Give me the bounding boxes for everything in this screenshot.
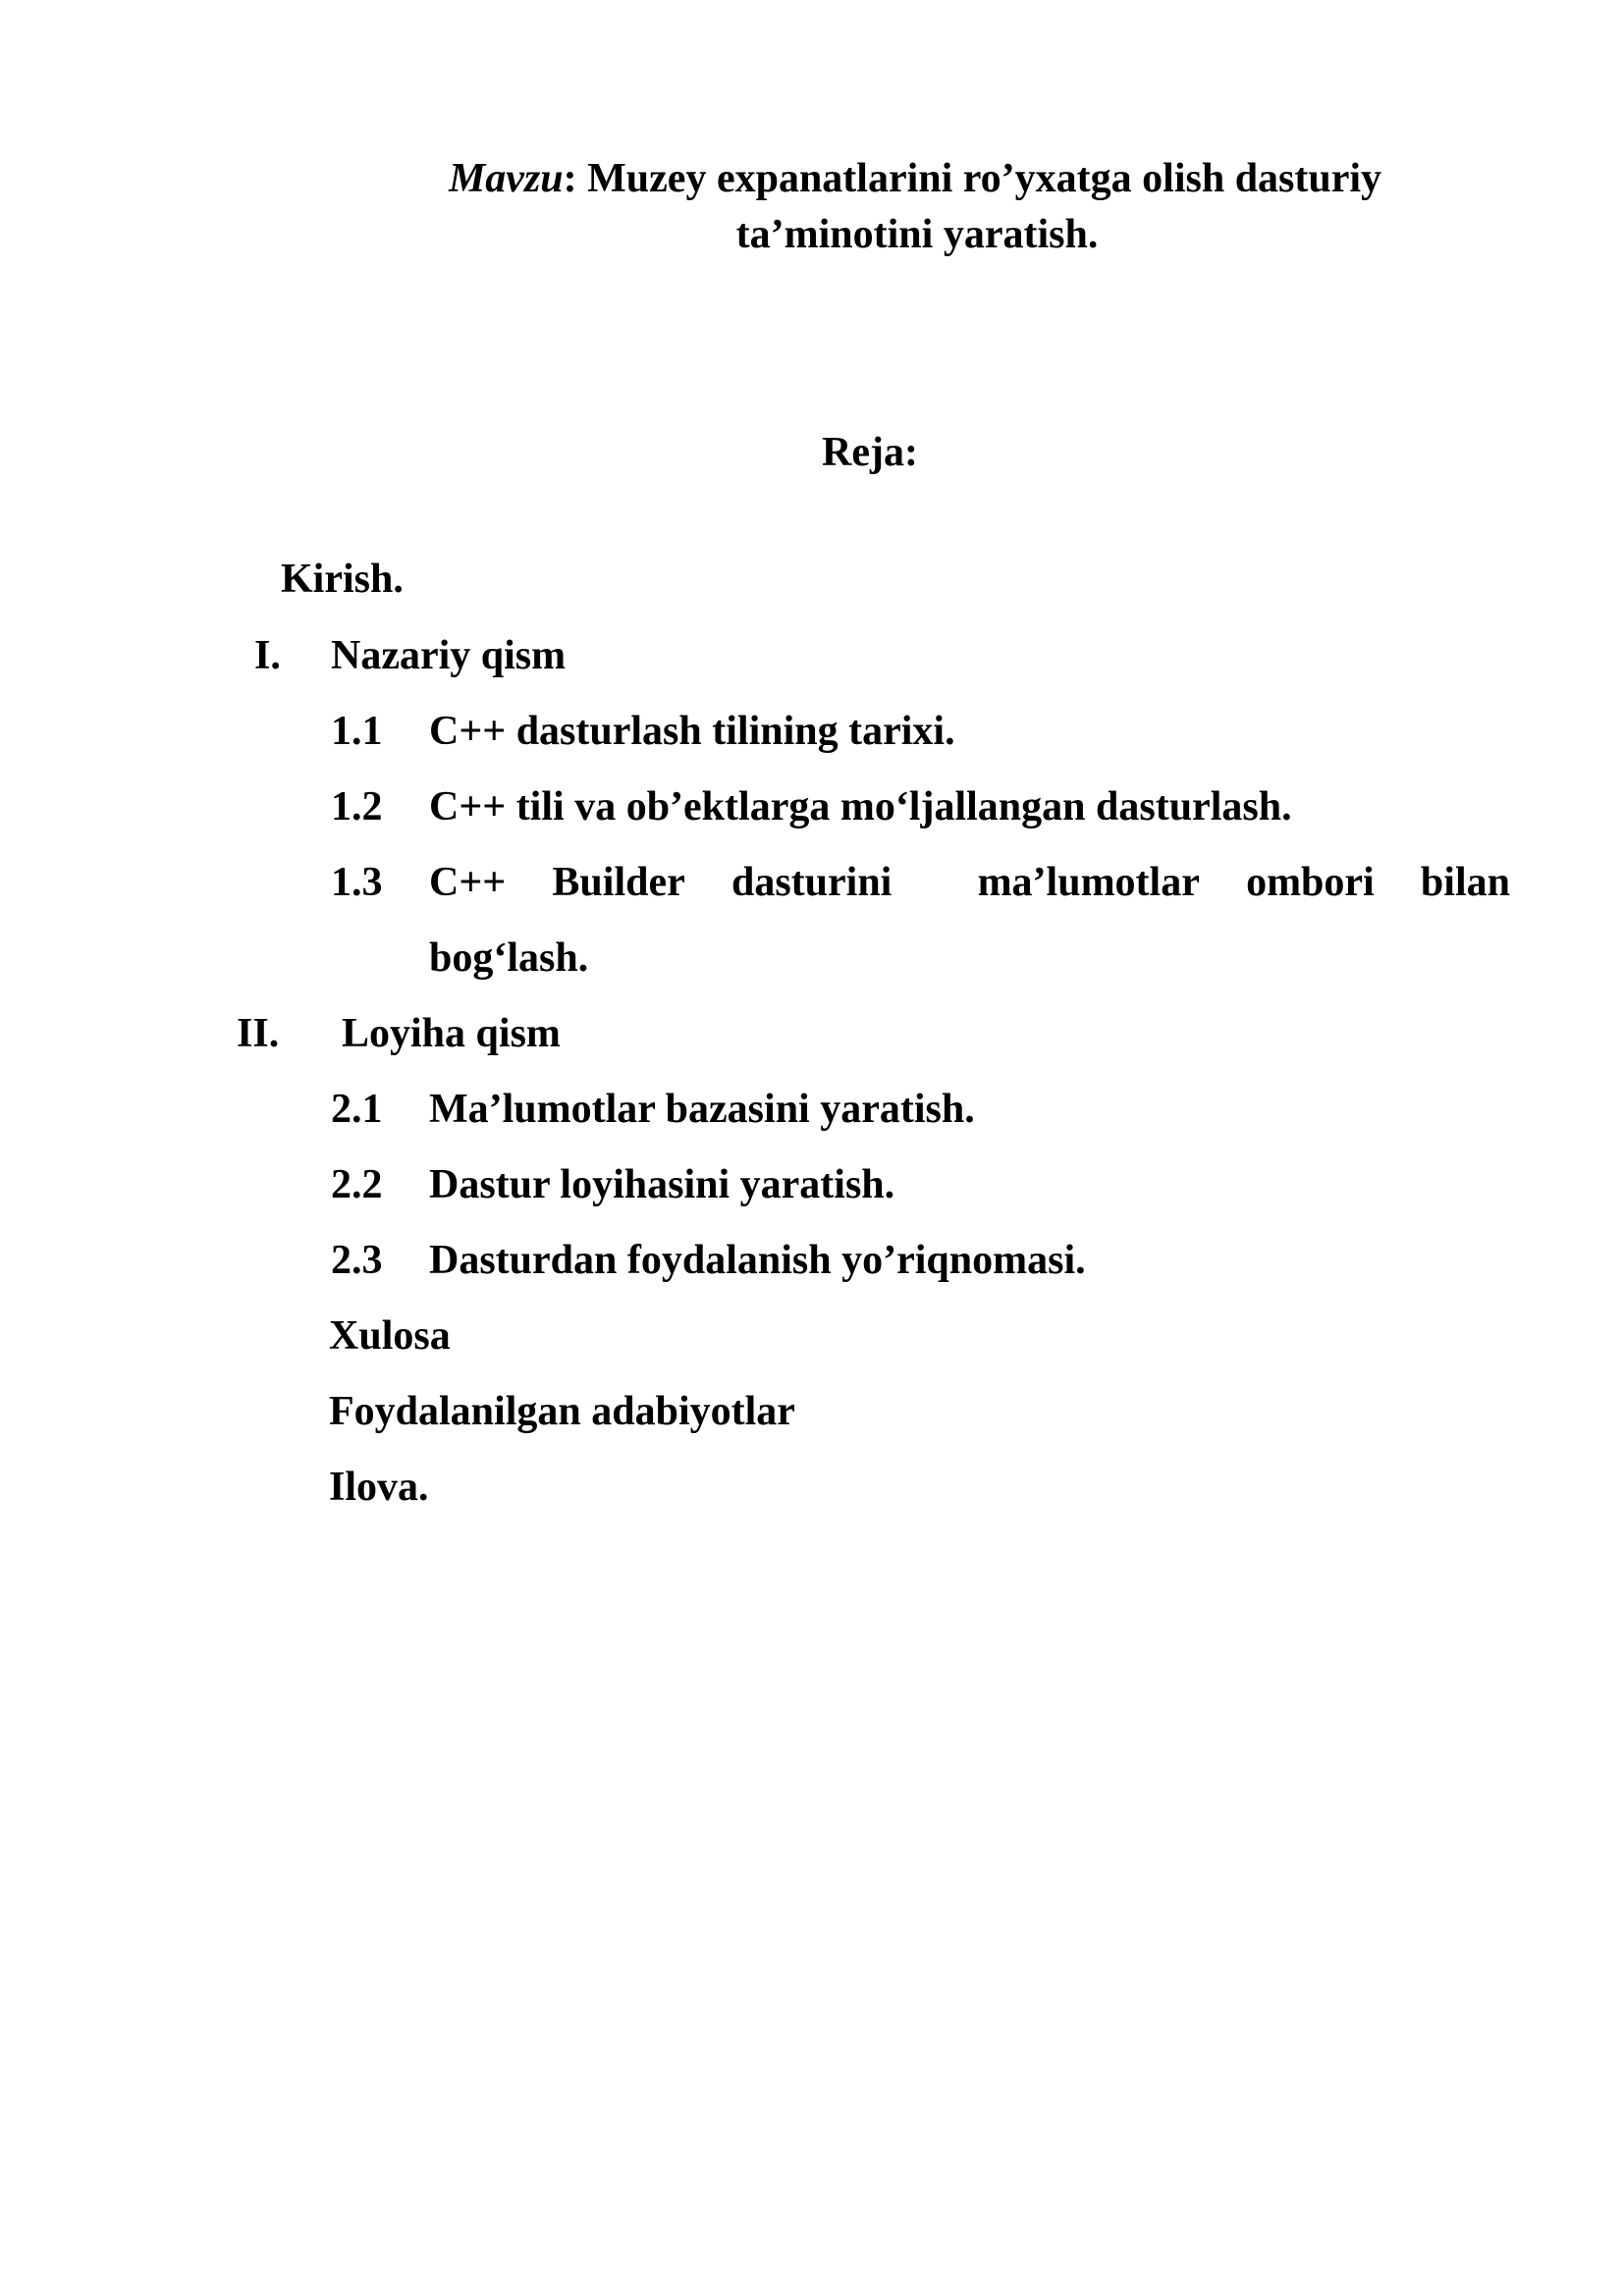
item-1-1-text: C++ dasturlash tilining tarixi. bbox=[429, 709, 955, 754]
outline-conclusion: Xulosa bbox=[329, 1313, 451, 1359]
item-1-1-number: 1.1 bbox=[331, 709, 383, 754]
item-2-1-number: 2.1 bbox=[331, 1087, 383, 1132]
item-1-3-continuation: bog‘lash. bbox=[429, 935, 589, 981]
topic-label: Mavzu bbox=[448, 156, 564, 201]
item-1-2-number: 1.2 bbox=[331, 784, 383, 829]
item-1-2-text: C++ tili va ob’ektlarga mo‘ljallangan dasturlash. bbox=[429, 784, 1292, 829]
topic-title-text: Muzey expanatlarini ro’yxatga olish dasturiy bbox=[576, 156, 1382, 201]
item-2-2-text: Dastur loyihasini yaratish. bbox=[429, 1162, 895, 1207]
item-1-3-word: ma’lumotlar bbox=[977, 860, 1200, 905]
part2-numeral: II. bbox=[237, 1011, 280, 1056]
part1-title: Nazariy qism bbox=[331, 633, 567, 678]
outline-appendix: Ilova. bbox=[329, 1465, 429, 1510]
item-2-1-text: Ma’lumotlar bazasini yaratish. bbox=[429, 1087, 975, 1132]
item-1-3-word: bilan bbox=[1420, 860, 1510, 905]
plan-heading: Reja: bbox=[822, 430, 918, 475]
item-2-3-number: 2.3 bbox=[331, 1238, 383, 1283]
item-1-3-word: ombori bbox=[1246, 860, 1375, 905]
topic-colon: : bbox=[563, 156, 577, 201]
part2-title: Loyiha qism bbox=[342, 1011, 561, 1056]
item-2-3-text: Dasturdan foydalanish yo’riqnomasi. bbox=[429, 1238, 1086, 1283]
part1-numeral: I. bbox=[254, 633, 281, 678]
item-1-3-word: dasturini bbox=[731, 860, 893, 905]
topic-title-line-1 bbox=[0, 155, 1624, 202]
item-1-3-number: 1.3 bbox=[331, 860, 383, 905]
outline-references: Foydalanilgan adabiyotlar bbox=[329, 1389, 795, 1434]
item-1-3-word: C++ bbox=[429, 860, 507, 905]
item-2-2-number: 2.2 bbox=[331, 1162, 383, 1207]
topic-title-continuation: ta’minotini yaratish. bbox=[735, 212, 1099, 257]
item-1-3-word: Builder bbox=[552, 860, 685, 905]
item-1-3-text-line bbox=[429, 859, 1510, 906]
outline-intro: Kirish. bbox=[281, 557, 404, 602]
topic-title-line-2 bbox=[0, 211, 1624, 258]
